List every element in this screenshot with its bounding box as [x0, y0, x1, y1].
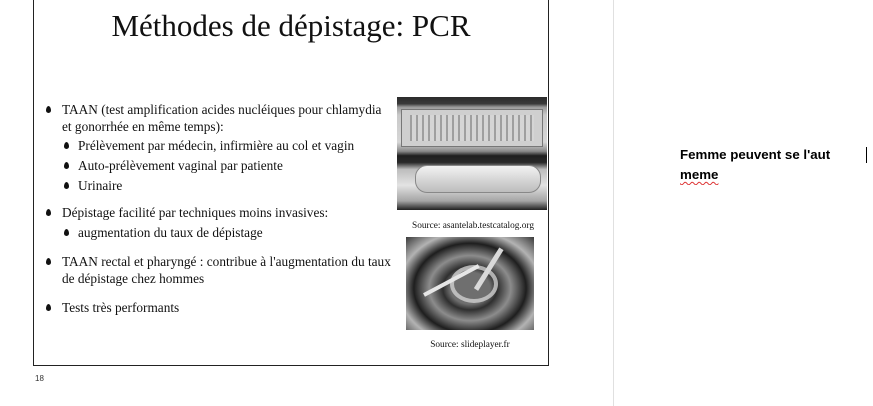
sub-bullet-item: augmentation du taux de dépistage — [62, 224, 394, 241]
bullet-list — [44, 101, 394, 316]
sub-bullet-list — [62, 224, 394, 241]
swab-tube — [415, 165, 541, 193]
package-label — [401, 109, 543, 147]
sub-bullet-item: Prélèvement par médecin, infirmière au col et vagin — [62, 137, 394, 154]
swab-kit-photo[interactable] — [397, 97, 547, 210]
bullet-item: TAAN rectal et pharyngé : contribue à l'augmentation du taux de dépistage chez hommes — [44, 253, 394, 287]
notes-line-misspelled[interactable]: meme — [680, 167, 719, 182]
sub-bullet-item: Urinaire — [62, 177, 394, 194]
notes-line[interactable]: Femme peuvent se l'aut — [680, 147, 831, 162]
slide-title: Méthodes de dépistage: PCR — [111, 8, 471, 43]
page-number: 18 — [35, 374, 44, 383]
sub-bullet-list — [62, 137, 394, 194]
bullet-item: Tests très performants — [44, 299, 394, 316]
image-source-caption: Source: asantelab.testcatalog.org — [412, 221, 534, 231]
speculum-exam-photo[interactable] — [406, 237, 534, 330]
bullet-item: TAAN (test amplification acides nucléiques pour chlamydia et gonorrhée en même temps): — [44, 101, 394, 135]
page-divider — [613, 0, 614, 406]
image-source-caption: Source: slideplayer.fr — [430, 340, 510, 350]
text-cursor — [866, 147, 867, 163]
sub-bullet-item: Auto-prélèvement vaginal par patiente — [62, 157, 394, 174]
bullet-item: Dépistage facilité par techniques moins invasives: — [44, 204, 394, 221]
notes-text-box[interactable] — [680, 145, 873, 185]
slide — [33, 0, 549, 366]
